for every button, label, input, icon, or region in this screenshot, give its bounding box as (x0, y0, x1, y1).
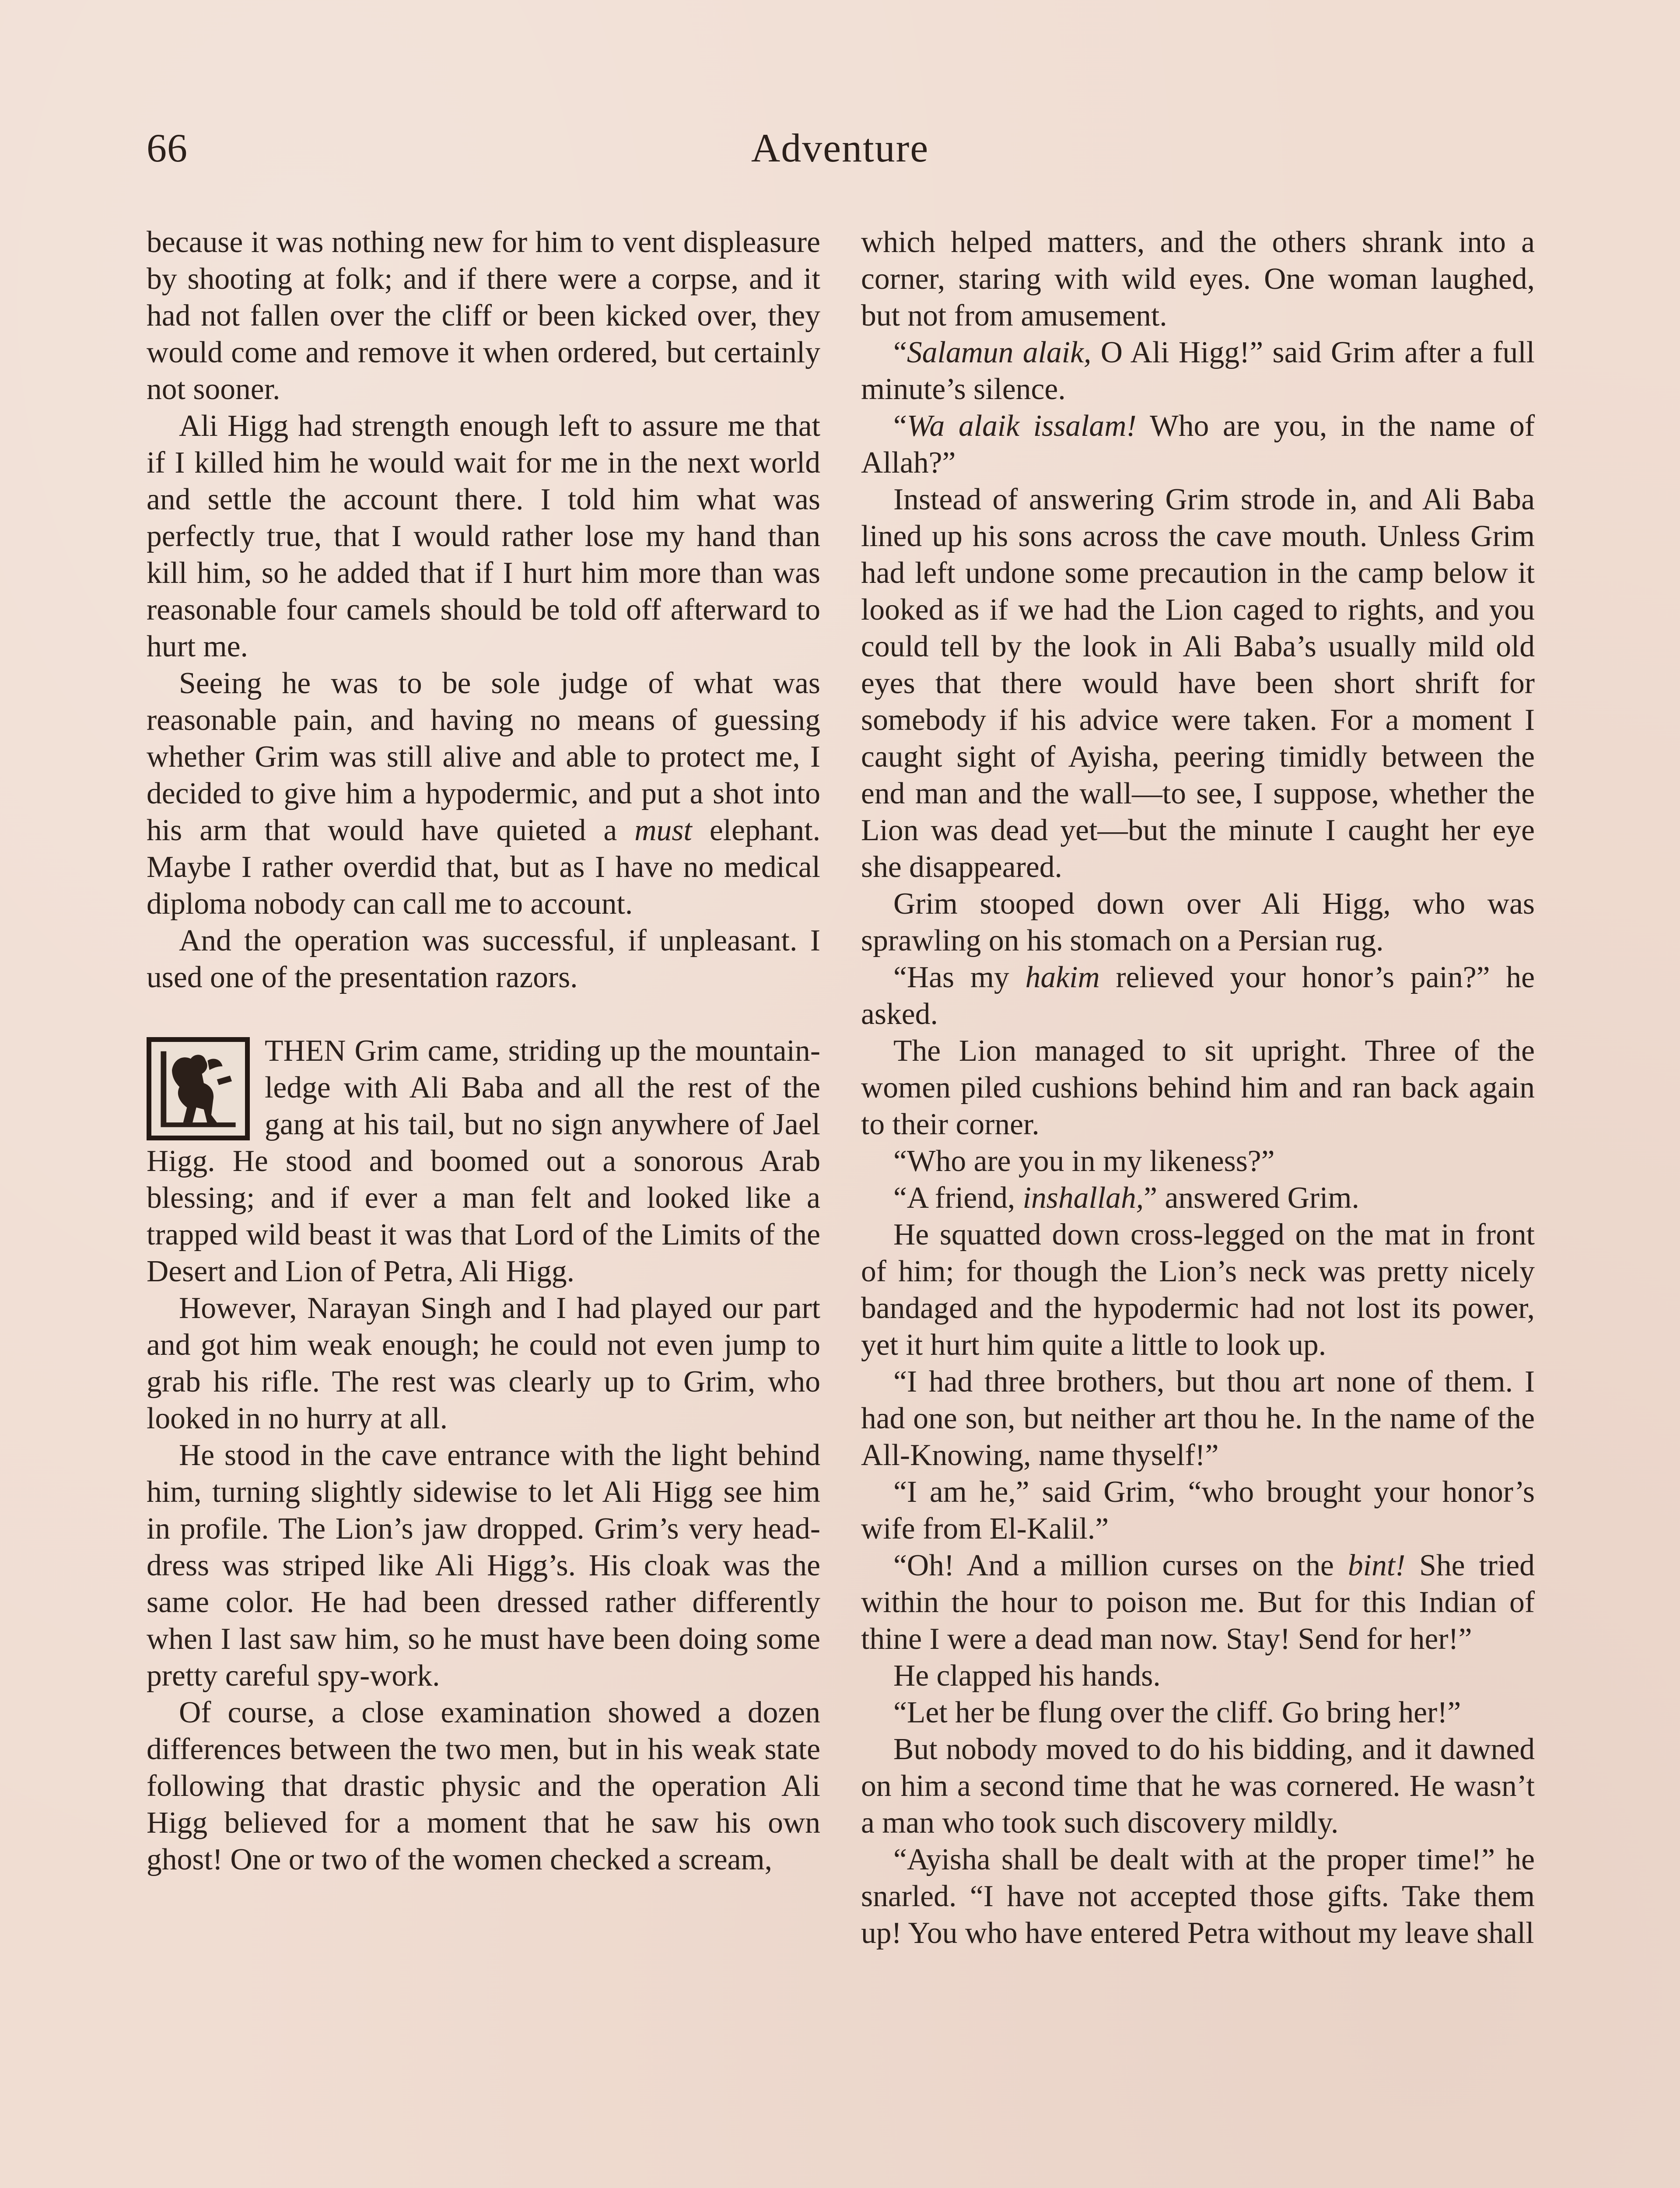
paragraph: “Let her be flung over the cliff. Go bring her!” (893, 1696, 1461, 1729)
italic-word: inshallah, (1022, 1181, 1144, 1215)
paragraph: “Who are you in my likeness?” (893, 1144, 1275, 1178)
paragraph: However, Narayan Singh and I had played our part and got him weak enough; he could not even jump to grab his rifle. The rest was clearly up to Grim, who looked in no hurry at all. (147, 1291, 820, 1435)
paragraph (147, 665, 820, 922)
paragraph: which helped matters, and the others shrank into a corner, staring with wild eyes. One woman laughed, but not from amusement. (861, 225, 1535, 333)
paragraph-text: “Oh! And a million curses on the (893, 1549, 1348, 1582)
italic-word: hakim (1025, 961, 1100, 994)
italic-phrase: Wa alaik issalam! (906, 409, 1137, 443)
italic-word: bint! (1348, 1549, 1406, 1582)
paragraph: “I had three brothers, but thou art none of them. I had one son, but neither art thou he. In the name of the All-Knowing, name thyself!” (861, 1365, 1535, 1472)
right-column (861, 224, 1535, 1952)
page-number: 66 (147, 126, 188, 170)
paragraph-text: elephant. Maybe I rather overdid that, but as I have no medical diploma nobody can call me to account. (147, 813, 820, 921)
paragraph: Of course, a close examination showed a dozen differences between the two men, but in his weak state following that drastic physic and the operation Ali Higg believed for a moment that he saw his own ghost! One or two of the women checked a scream, (147, 1696, 820, 1876)
paragraph: He clapped his hands. (893, 1659, 1161, 1693)
paragraph: because it was nothing new for him to vent displeasure by shooting at folk; and if there were a corpse, and it had not fallen over the cliff or been kicked over, they would come and remove it when ordered, but certainly not sooner. (147, 225, 820, 406)
drop-cap-woodcut-icon (147, 1037, 250, 1140)
paragraph: “Ayisha shall be dealt with at the proper time!” he snarled. “I have not accepted those gifts. Take them up! You who have entered Petra without my leave shall (861, 1843, 1535, 1950)
paragraph-text: “ (893, 409, 907, 443)
paragraph: Instead of answering Grim strode in, and Ali Baba lined up his sons across the cave mouth. Unless Grim had left undone some precaution in the camp below it looked as if we had the Lion caged to rights, and you could tell by the look in Ali Baba’s usually mild old eyes that there would have been short shrift for somebody if his advice were taken. For a moment I caught sight of Ayisha, peering timidly between the end man and the wall—to see, I suppose, whether the Lion was dead yet—but the minute I caught her eye she disappeared. (861, 483, 1535, 884)
italic-word: must (634, 813, 692, 847)
paragraph: But nobody moved to do his bidding, and it dawned on him a second time that he was cornered. He wasn’t a man who took such discovery mildly. (861, 1732, 1535, 1840)
paragraph (861, 959, 1535, 1033)
paragraph: He squatted down cross-legged on the mat in front of him; for though the Lion’s neck was pretty nicely bandaged and the hypodermic had not lost its power, yet it hurt him quite a little to look up. (861, 1218, 1535, 1362)
paragraph-text: relieved your honor’s pain?” he asked. (861, 961, 1535, 1031)
paragraph: “I am he,” said Grim, “who brought your honor’s wife from El-Kalil.” (861, 1475, 1535, 1546)
paragraph-text: “Has my (893, 961, 1026, 994)
paragraph-text: Who are you, in the name of Allah?” (861, 409, 1535, 480)
paragraph-text: THEN Grim came, striding up the mountain-ledge with Ali Baba and all the rest of the gang at his tail, but no sign anywhere of Jael Higg. He stood and boomed out a sonorous Arab blessing; and if ever a man felt and looked like a trapped wild beast it was that Lord of the Limits of the Desert and Lion of Petra, Ali Higg. (147, 1034, 820, 1288)
italic-phrase: Salamun alaik, (906, 336, 1092, 369)
paragraph: And the operation was successful, if unpleasant. I used one of the presentation razors. (147, 924, 820, 994)
paragraph (861, 334, 1535, 408)
paragraph-text: “A friend, (893, 1181, 1023, 1215)
paragraph-text: O Ali Higg!” said Grim after a full minute’s silence. (861, 336, 1535, 406)
paragraph: Ali Higg had strength enough left to assure me that if I killed him he would wait for me in the next world and settle the account there. I told him what was perfectly true, that I would rather lose my hand than kill him, so he added that if I hurt him more than was reasonable four camels should be told off afterward to hurt me. (147, 409, 820, 663)
paragraph-text: She tried within the hour to poison me. But for this Indian of thine I were a dead man now. Stay! Send for her!” (861, 1549, 1535, 1656)
paragraph-text: Seeing he was to be sole judge of what was reasonable pain, and having no means of guessing whether Grim was still alive and able to protect me, I decided to give him a hypodermic, and put a shot into his arm that would have quieted a (147, 666, 820, 847)
running-title: Adventure (751, 126, 929, 170)
paragraph (861, 1180, 1535, 1217)
paragraph: The Lion managed to sit upright. Three of the women piled cushions behind him and ran back again to their corner. (861, 1034, 1535, 1141)
paragraph (861, 408, 1535, 481)
paragraph: Grim stooped down over Ali Higg, who was sprawling on his stomach on a Persian rug. (861, 887, 1535, 957)
left-column (147, 224, 820, 1878)
section-break (147, 996, 820, 1033)
paragraph (861, 1547, 1535, 1658)
paragraph: He stood in the cave entrance with the light behind him, turning slightly sidewise to let Ali Higg see him in profile. The Lion’s jaw dropped. Grim’s very head-dress was striped like Ali Higg’s. His cloak was the same color. He had been dressed rather differently when I last saw him, so he must have been doing some pretty careful spy-work. (147, 1438, 820, 1693)
paragraph-text: “ (893, 336, 907, 369)
paragraph-with-drop-cap (147, 1033, 820, 1290)
paragraph-text: ” answered Grim. (1144, 1181, 1359, 1215)
